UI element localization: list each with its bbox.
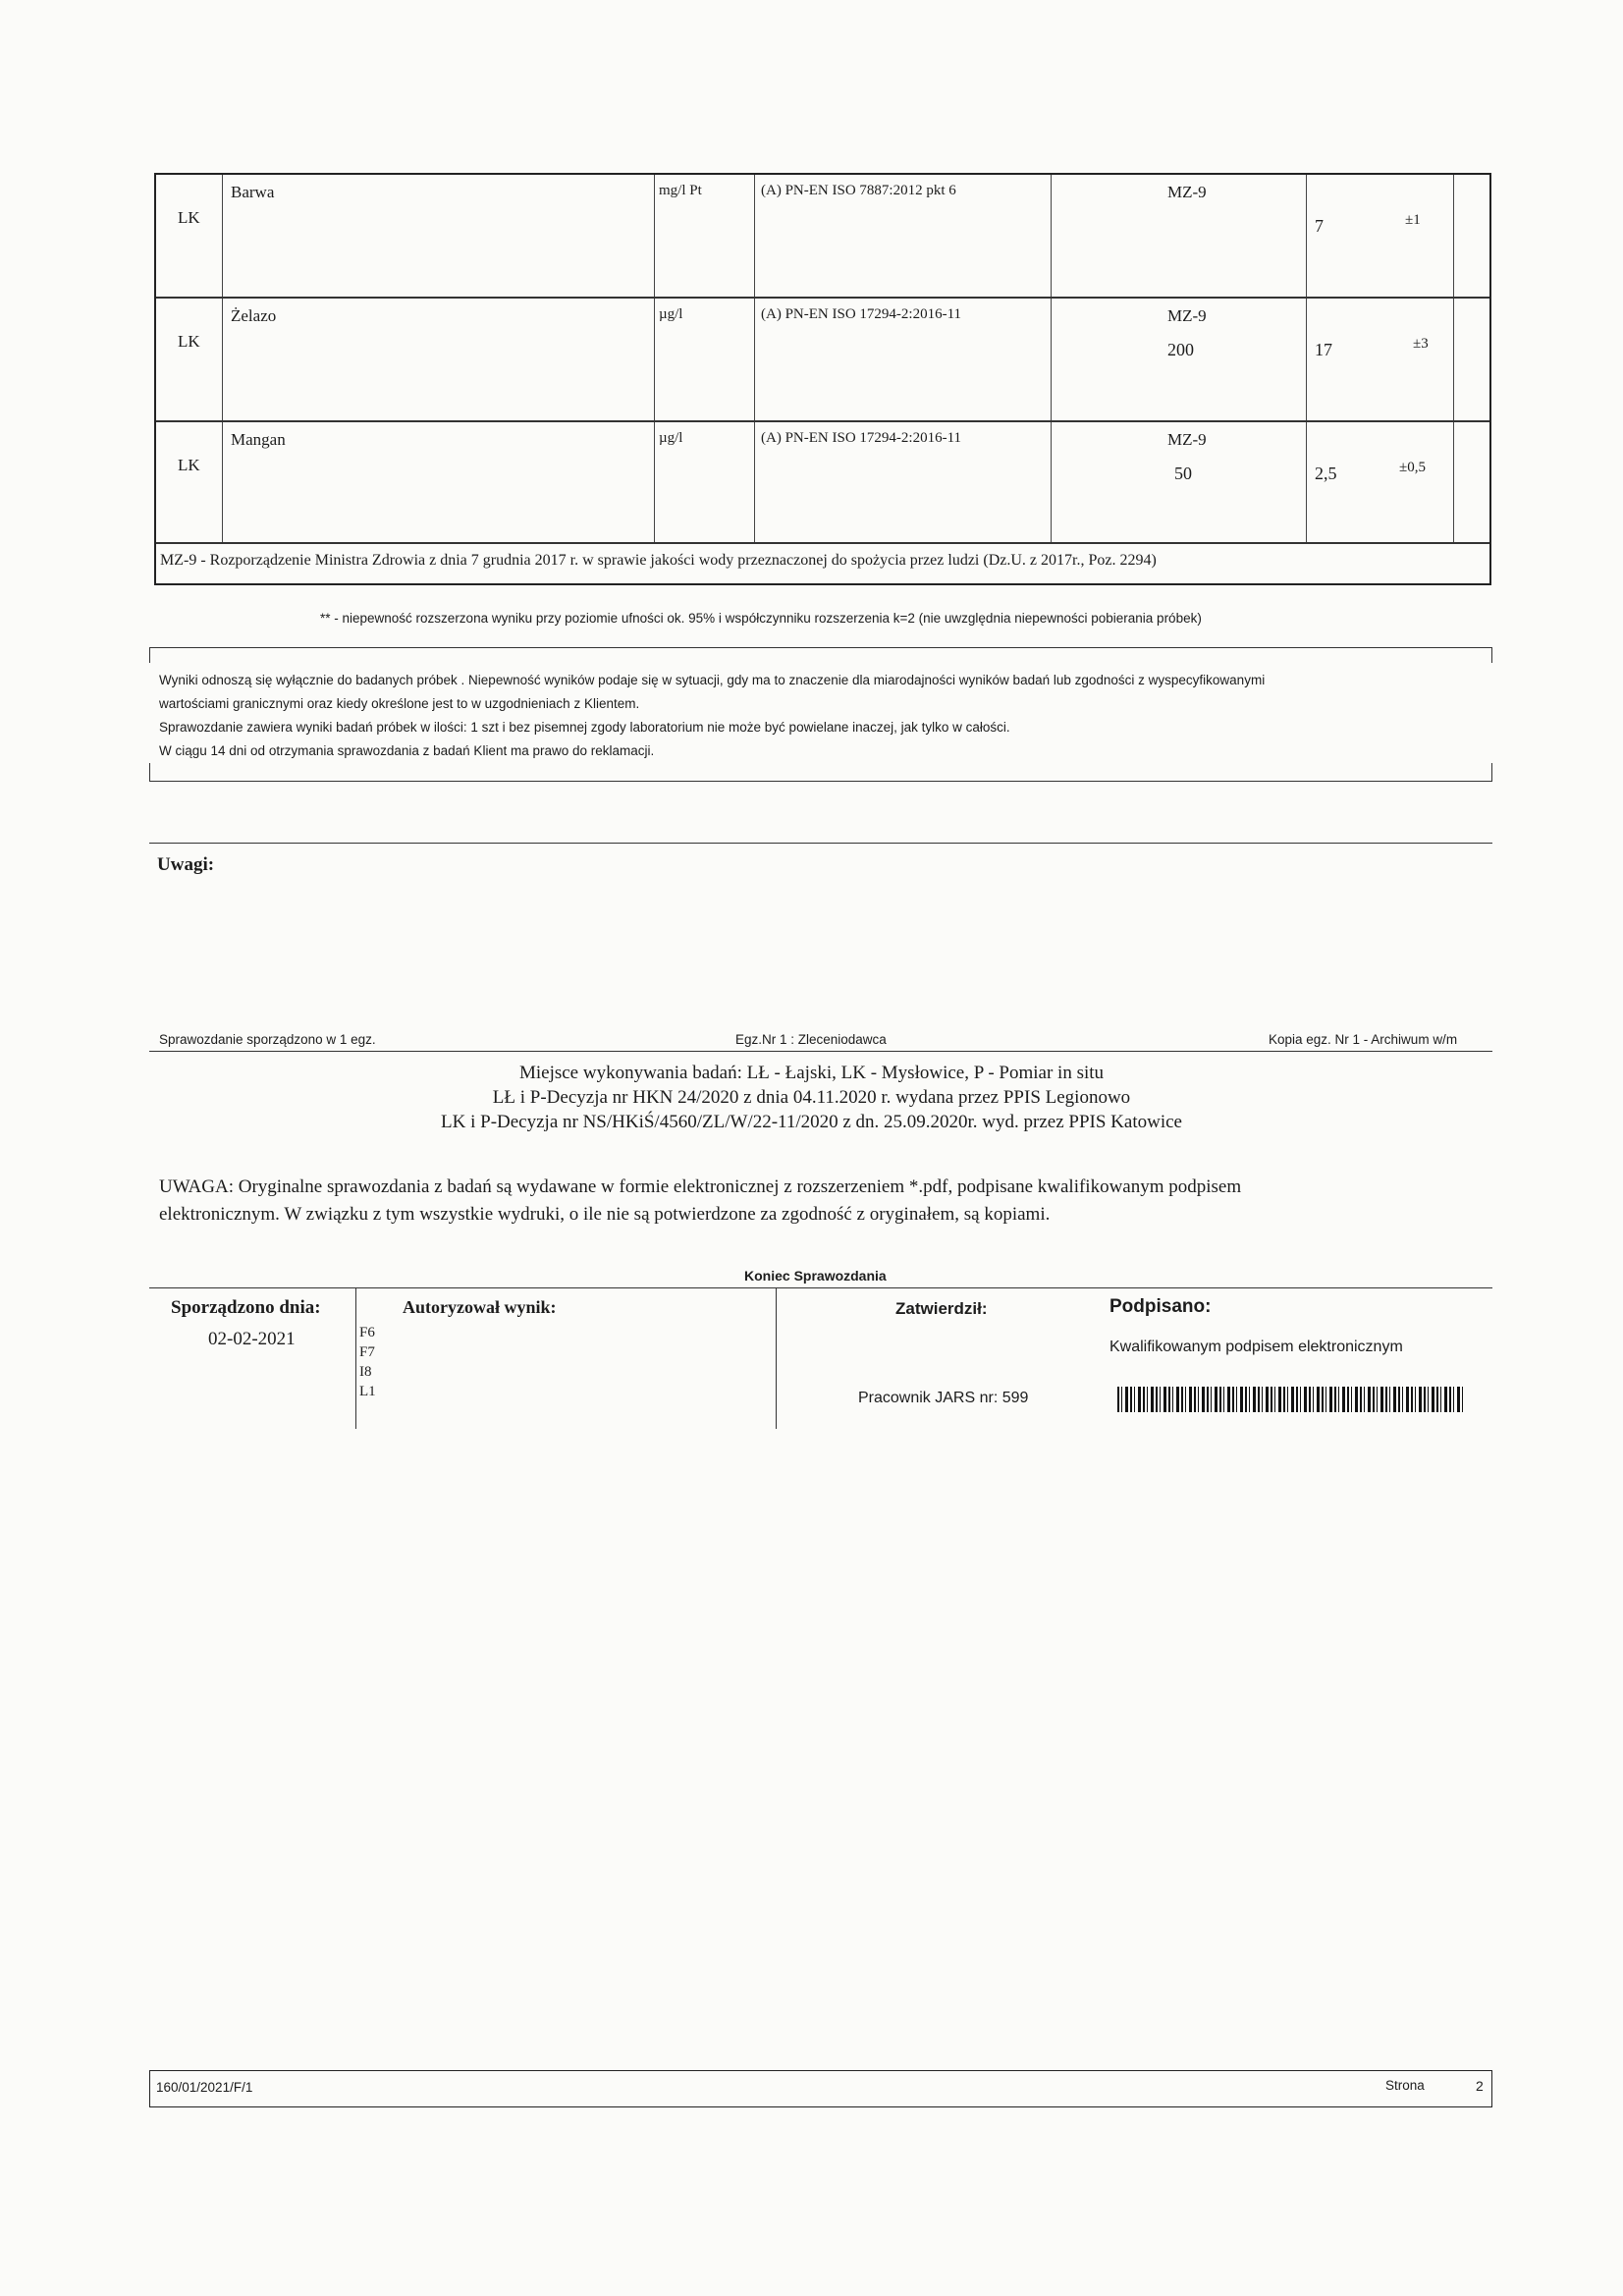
copies-left: Sprawozdanie sporządzono w 1 egz.	[159, 1032, 376, 1047]
doc-number: 160/01/2021/F/1	[156, 2080, 253, 2095]
uncertainty-value: ±0,5	[1399, 460, 1426, 475]
code: F7	[359, 1344, 375, 1360]
unit: µg/l	[659, 430, 683, 446]
prepared-label: Sporządzono dnia:	[171, 1297, 321, 1318]
standard: MZ-9	[1167, 306, 1207, 325]
location-line: LK i P-Decyzja nr NS/HKiŚ/4560/ZL/W/22-11/2020 z dn. 25.09.2020r. wyd. przez PPIS Katowice	[441, 1112, 1182, 1132]
code: F6	[359, 1325, 375, 1340]
lab-code: LK	[178, 456, 200, 474]
results-table	[154, 173, 1491, 585]
copies-right: Kopia egz. Nr 1 - Archiwum w/m	[1269, 1032, 1458, 1047]
info-line: Wyniki odnoszą się wyłącznie do badanych próbek . Niepewność wyników podaje się w sytuacji, gdy ma to znaczenie dla miarodajności wyników badań lub zgodności z wyspecyfikowanymi	[159, 673, 1266, 687]
remarks-label: Uwagi:	[157, 854, 215, 875]
approved-label: Zatwierdził:	[895, 1299, 988, 1318]
result-value: 7	[1315, 216, 1324, 236]
standard: MZ-9	[1167, 183, 1207, 201]
info-line: Sprawozdanie zawiera wyniki badań próbek w ilości: 1 szt i bez pisemnej zgody laboratorium nie może być powielane inaczej, jak tylko w całości.	[159, 720, 1010, 735]
info-box	[149, 645, 1492, 783]
code: I8	[359, 1364, 372, 1380]
uncertainty-value: ±1	[1405, 212, 1421, 228]
parameter-name: Mangan	[231, 430, 286, 449]
unit: µg/l	[659, 306, 683, 322]
uncertainty-footnote: ** - niepewność rozszerzona wyniku przy poziomie ufności ok. 95% i współczynniku rozszerzenia k=2 (nie uwzględnia niepewności pobierania próbek)	[320, 611, 1202, 626]
warning-line: UWAGA: Oryginalne sprawozdania z badań są wydawane w formie elektronicznej z rozszerzeniem *.pdf, podpisane kwalifikowanym podpisem	[159, 1176, 1242, 1197]
result-value: 17	[1315, 340, 1332, 359]
end-label: Koniec Sprawozdania	[744, 1268, 887, 1284]
signed-text: Kwalifikowanym podpisem elektronicznym	[1109, 1339, 1403, 1355]
copies-center: Egz.Nr 1 : Zleceniodawca	[735, 1032, 887, 1047]
info-line: W ciągu 14 dni od otrzymania sprawozdania z badań Klient ma prawo do reklamacji.	[159, 743, 655, 758]
page-number: 2	[1476, 2078, 1484, 2094]
barcode	[1117, 1387, 1463, 1412]
page-label: Strona	[1385, 2078, 1425, 2093]
authorizer-codes	[359, 1323, 376, 1401]
uncertainty-value: ±3	[1413, 336, 1429, 352]
table-row	[156, 422, 1489, 544]
location-line: LŁ i P-Decyzja nr HKN 24/2020 z dnia 04.11.2020 r. wydana przez PPIS Legionowo	[492, 1087, 1131, 1108]
location-block	[0, 1061, 1623, 1134]
info-line: wartościami granicznymi oraz kiedy określone jest to w uzgodnieniach z Klientem.	[159, 696, 640, 711]
lab-code: LK	[178, 208, 200, 227]
warning-line: elektronicznym. W związku z tym wszystkie wydruki, o ile nie są potwierdzone za zgodność z oryginałem, są kopiami.	[159, 1204, 1051, 1225]
code: L1	[359, 1384, 376, 1399]
lab-code: LK	[178, 332, 200, 351]
unit: mg/l Pt	[659, 183, 702, 198]
method: (A) PN-EN ISO 7887:2012 pkt 6	[761, 183, 956, 198]
authorized-label: Autoryzował wynik:	[403, 1297, 557, 1317]
page-footer	[149, 2070, 1492, 2107]
table-note: MZ-9 - Rozporządzenie Ministra Zdrowia z dnia 7 grudnia 2017 r. w sprawie jakości wody przeznaczonej do spożycia przez ludzi (Dz.U. z 2017r., Poz. 2294)	[160, 552, 1157, 569]
prepared-date: 02-02-2021	[208, 1329, 296, 1349]
signed-label: Podpisano:	[1109, 1296, 1212, 1317]
limit-value: 50	[1174, 464, 1192, 483]
warning-block	[159, 1174, 1241, 1229]
method: (A) PN-EN ISO 17294-2:2016-11	[761, 430, 962, 446]
parameter-name: Barwa	[231, 183, 275, 201]
standard: MZ-9	[1167, 430, 1207, 449]
location-line: Miejsce wykonywania badań: LŁ - Łajski, LK - Mysłowice, P - Pomiar in situ	[518, 1063, 1105, 1083]
result-value: 2,5	[1315, 464, 1337, 483]
table-row	[156, 299, 1489, 422]
limit-value: 200	[1167, 340, 1194, 359]
table-row	[156, 175, 1489, 299]
method: (A) PN-EN ISO 17294-2:2016-11	[761, 306, 962, 322]
parameter-name: Żelazo	[231, 306, 277, 325]
approved-by: Pracownik JARS nr: 599	[858, 1390, 1029, 1406]
